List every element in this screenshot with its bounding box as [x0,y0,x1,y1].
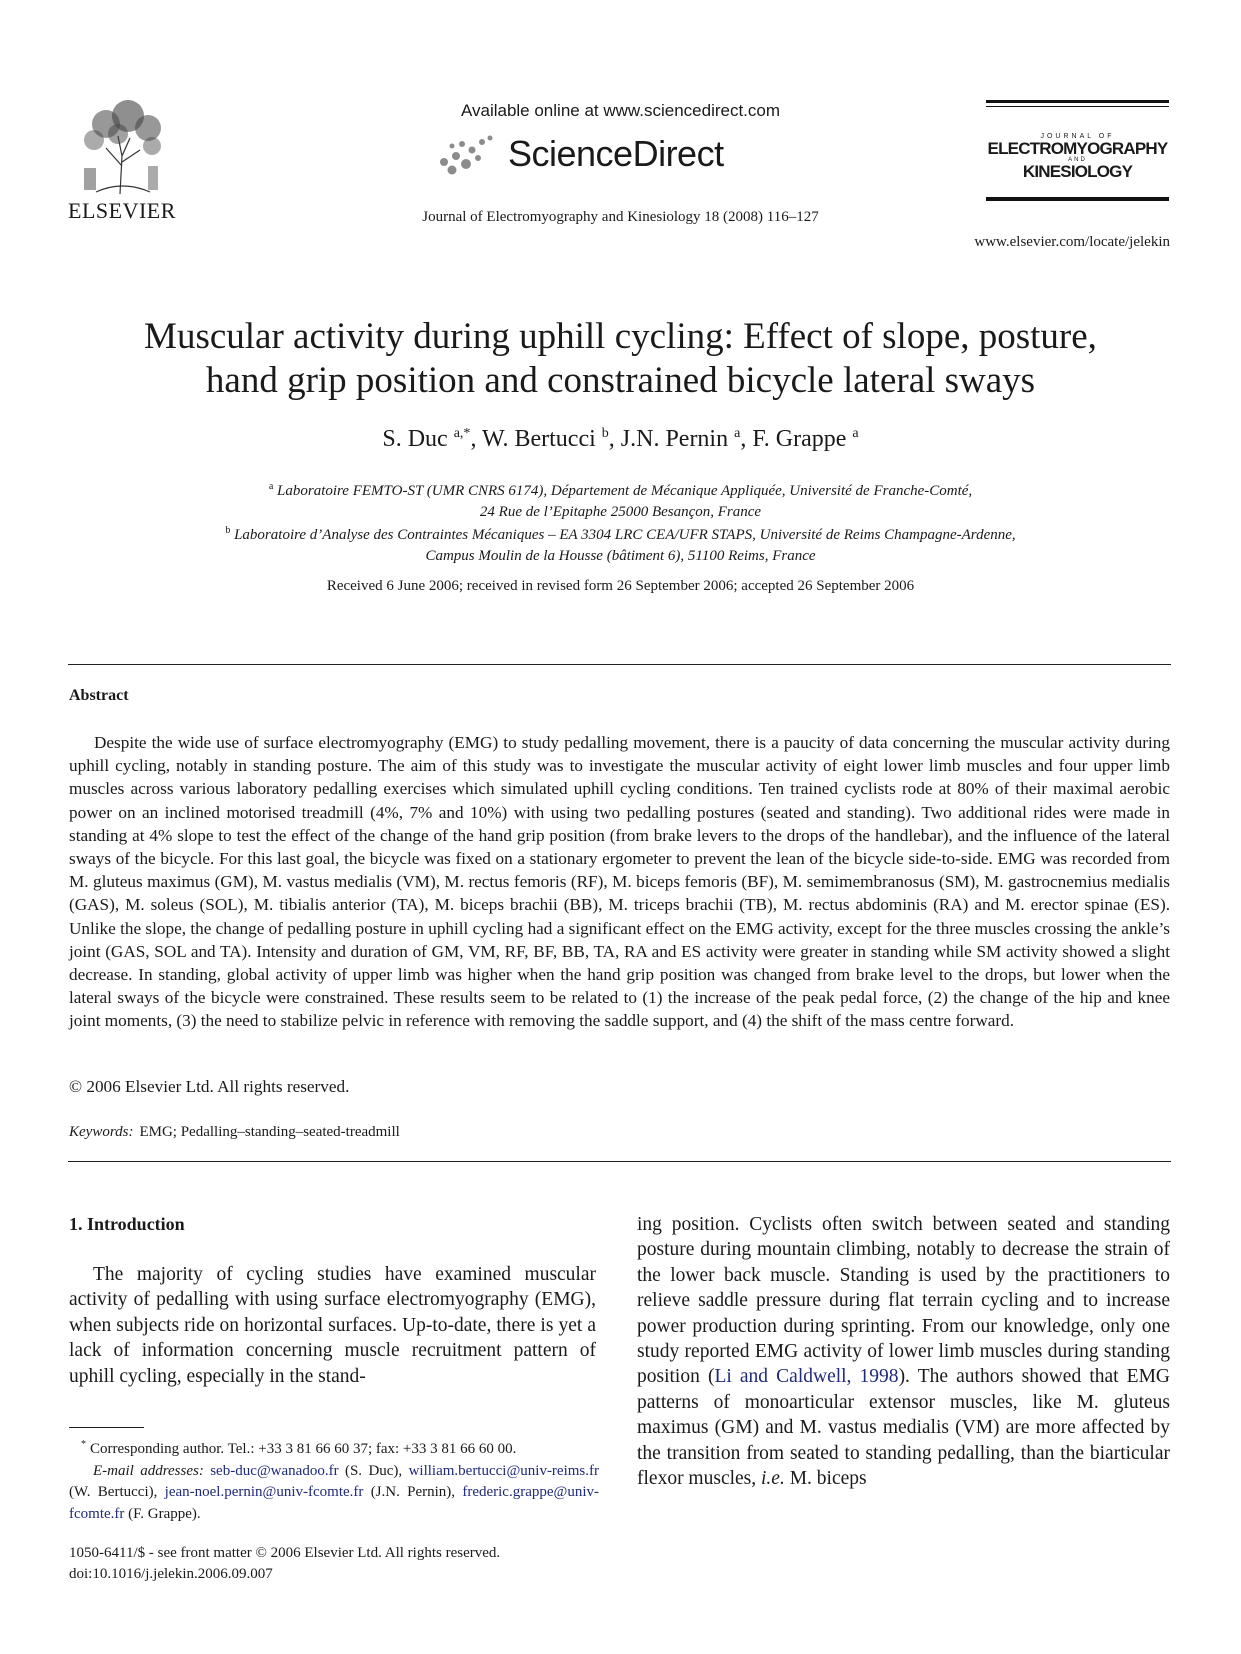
intro-text: M. biceps [784,1468,867,1490]
available-online-text: Available online at www.sciencedirect.com [460,101,781,120]
author-affiliation-mark: a [852,426,859,441]
affiliation-line: Campus Moulin de la Housse (bâtiment 6), 51100 Reims, France [425,548,816,564]
journal-logo-line2: ELECTROMYOGRAPHY [987,139,1168,158]
footnote-mark: * [81,1439,86,1450]
keywords-label: Keywords: [69,1124,134,1140]
abstract-body: Despite the wide use of surface electromyography (EMG) to study pedalling movement, there is a paucity of data concerning the muscular activity during uphill cycling, notably in standing posture. The aim of this study was to investigate the muscular activity of eight lower limb muscles and four upper limb muscles across various laboratory pedalling exercises which simulated uphill cycling conditions. Ten trained cyclists rode at 80% of their maximal aerobic power on an inclined motorised treadmill (4%, 7% and 10%) with using two pedalling postures (seated and standing). Two additional rides were made in standing at 4% slope to test the effect of the change of the hand grip position (from brake levers to the drops of the handlebar), and the influence of the lateral sways of the bicycle. For this last goal, the bicycle was fixed on a stationary ergometer to prevent the lean of the bicycle side-to-side. EMG was recorded from M. gluteus maximus (GM), M. vastus medialis (VM), M. rectus femoris (RF), M. biceps femoris (BF), M. semimembranosus (SM), M. gastrocnemius medialis (GAS), M. soleus (SOL), M. tibialis anterior (TA), M. biceps brachii (BB), M. triceps brachii (TB), M. rectus abdominis (RA) and M. erector spinae (ES). Unlike the slope, the change of pedalling posture in uphill cycling had a significant effect on the EMG activity, except for the three muscles crossing the ankle’s joint (GAS, SOL and TA). Intensity and duration of GM, VM, RF, BF, BB, TA, RA and ES activity were greater in standing while SM activity showed a slight decrease. In standing, global activity of upper limb was higher when the hand grip position was changed from brake level to the drops, but lower when the lateral sways of the bicycle were constrained. These results seem to be related to (1) the increase of the peak pedal force, (2) the change of the hip and knee joint moments, (3) the need to stabilize pelvic in reference with removing the saddle support, and (4) the shift of the mass centre forward. [69,733,1170,1031]
corresponding-author-footnote [69,1434,599,1525]
affiliation-line: Laboratoire d’Analyse des Contraintes Mécaniques – EA 3304 LRC CEA/UFR STAPS, Université de Reims Champagne-Ardenne, [234,527,1016,543]
abstract-heading: Abstract [69,687,129,704]
divider [986,198,1169,201]
keywords-value: EMG; Pedalling–standing–seated-treadmill [139,1124,400,1140]
affiliation-line: Laboratoire FEMTO-ST (UMR CNRS 6174), Département de Mécanique Appliquée, Université de Franche-Comté, [277,483,973,499]
title-line: Muscular activity during uphill cycling: Effect of slope, posture, [144,316,1097,357]
journal-logo-line3: AND [1068,157,1087,163]
publisher-name: ELSEVIER [68,198,176,223]
email-label: E-mail addresses: [93,1462,204,1479]
intro-text-italic: i.e. [761,1468,785,1490]
issn-line: 1050-6411/$ - see front matter © 2006 Elsevier Ltd. All rights reserved. [69,1545,501,1561]
affiliation-line: 24 Rue de l’Epitaphe 25000 Besançon, France [479,504,762,520]
received-dates: Received 6 June 2006; received in revised form 26 September 2006; accepted 26 September 2006 [326,578,915,594]
divider [68,1161,1171,1162]
journal-logo-line1: JOURNAL OF [1040,133,1115,140]
journal-logo-line4: KINESIOLOGY [1022,162,1133,181]
affiliation-b [60,520,1181,567]
sciencedirect-wordmark: ScienceDirect [508,133,724,174]
corresponding-info: Corresponding author. Tel.: +33 3 81 66 60 37; fax: +33 3 81 66 60 00. [90,1441,517,1457]
author-name[interactable]: S. Duc [382,426,448,452]
doi-line[interactable]: doi:10.1016/j.jelekin.2006.09.007 [69,1566,273,1582]
front-matter [69,1543,500,1585]
author-separator: , [740,426,753,452]
journal-url-link[interactable]: www.elsevier.com/locate/jelekin [974,234,1170,250]
email-link[interactable]: william.bertucci@univ-reims.fr [408,1462,600,1479]
email-owner: (F. Grappe). [128,1505,201,1522]
email-link[interactable]: jean-noel.pernin@univ-fcomte.fr [164,1484,364,1500]
reference-link[interactable]: Li and Caldwell, 1998 [714,1366,899,1388]
intro-text: ). The authors showed that EMG patterns of monoarticular extensor muscles, like M. gluteus maximus (GM) and M. vastus medialis (VM) are more affected by the transition from seated to standing pedalling, than the biarticular flexor muscles, [637,1366,1171,1490]
author-affiliation-mark: a,* [453,426,471,441]
intro-text: ing position. Cyclists often switch between seated and standing posture during mountain climbing, notably to decrease the strain of the lower back muscle. Standing is used by the practitioners to relieve saddle pressure during flat terrain cycling and to increase power production during sprinting. From our knowledge, only one study reported EMG activity of lower limb muscles during standing position ( [637,1214,1170,1388]
title-line: hand grip position and constrained bicycle lateral sways [205,360,1036,401]
article-title [60,315,1181,403]
email-link[interactable]: seb-duc@wanadoo.fr [210,1462,339,1479]
author-name[interactable]: W. Bertucci [482,426,596,452]
affiliation-a [60,476,1181,523]
intro-right-column [637,1212,1170,1491]
email-link[interactable]: frederic.grappe@univ-fcomte.fr [69,1484,599,1522]
divider [986,100,1169,103]
sciencedirect-dots-icon [438,132,498,176]
copyright-notice: © 2006 Elsevier Ltd. All rights reserved. [69,1077,350,1096]
author-name[interactable]: F. Grappe [752,426,847,452]
footnote-divider [69,1427,144,1428]
author-affiliation-mark: a [734,426,741,441]
intro-left-column: The majority of cycling studies have examined muscular activity of pedalling with using surface electromyography (EMG), when subjects ride on horizontal surfaces. Up-to-date, there is yet a lack of information concerning muscle recruitment pattern of uphill cycling, especially in the stand- [69,1264,596,1387]
section-heading: 1. Introduction [69,1214,185,1234]
email-owner: (J.N. Pernin), [370,1484,456,1500]
journal-logo [986,100,1169,201]
author-list [0,426,1241,453]
divider [68,664,1171,665]
email-owner: (W. Bertucci), [69,1484,158,1500]
author-affiliation-mark: b [601,426,609,441]
journal-citation: Journal of Electromyography and Kinesiology 18 (2008) 116–127 [422,209,819,225]
author-name[interactable]: J.N. Pernin [620,426,729,452]
affiliation-mark: b [225,525,231,536]
affiliation-mark: a [268,481,274,492]
author-separator: , [608,426,621,452]
sciencedirect-logo [438,132,724,176]
author-separator: , [470,426,483,452]
keywords [69,1124,400,1141]
email-owner: (S. Duc), [344,1462,403,1479]
